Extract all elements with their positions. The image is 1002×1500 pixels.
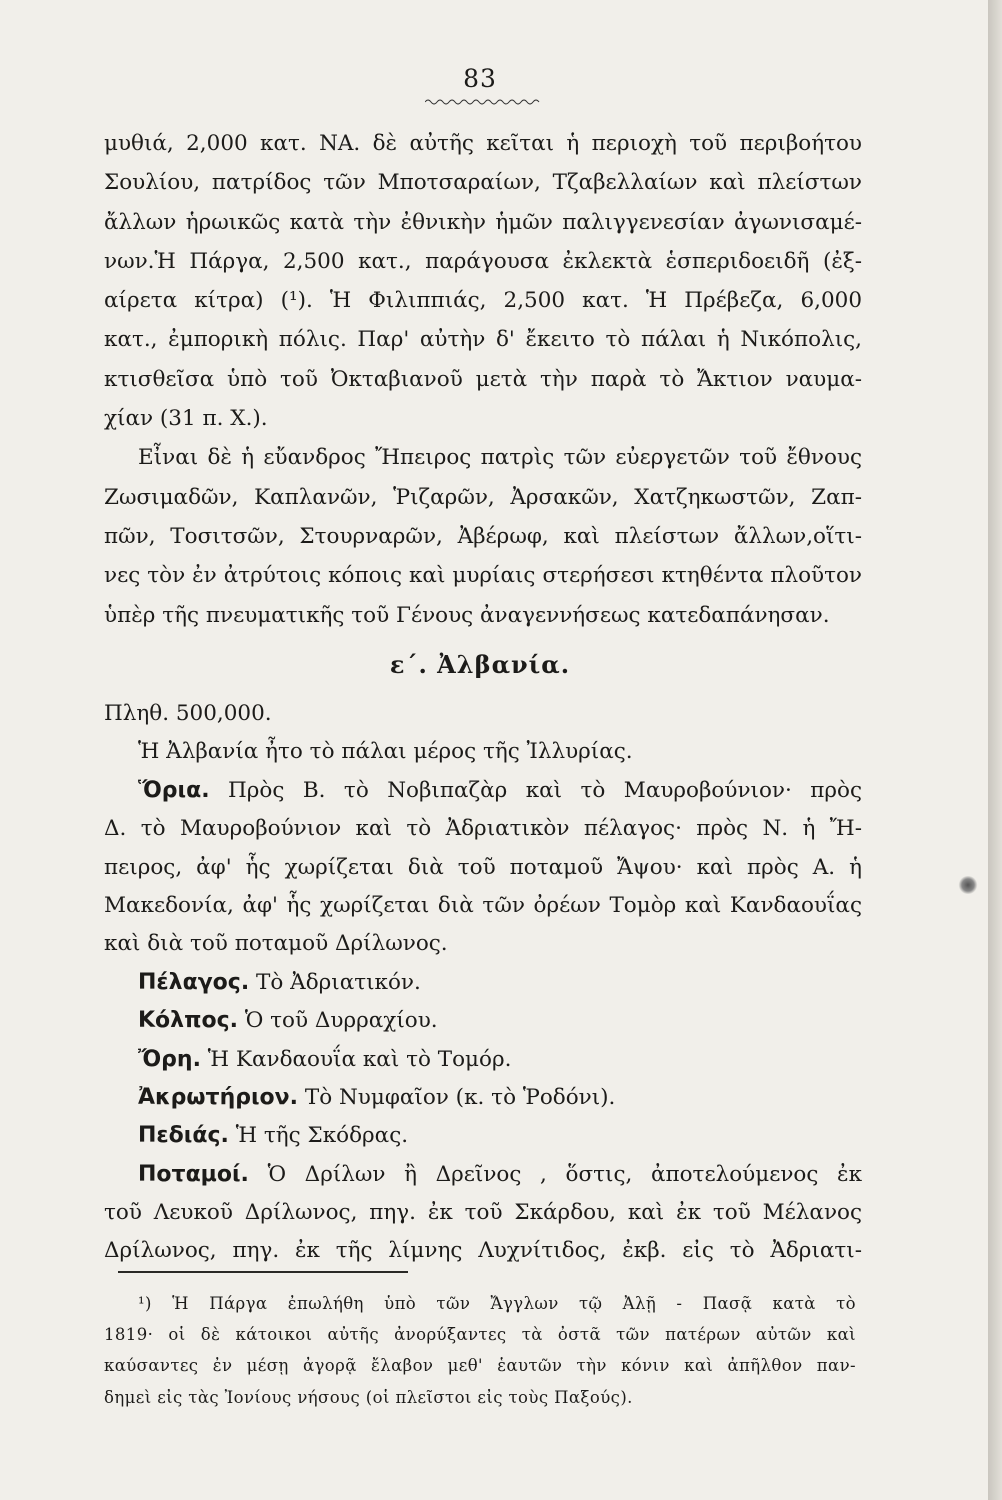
rivers-line	[104, 1156, 862, 1194]
entry-text: Ἡ τῆς Σκόδρας.	[235, 1123, 409, 1149]
entry-line	[104, 964, 862, 1002]
rivers-line: τοῦ Λευκοῦ Δρίλωνος, πηγ. ἐκ τοῦ Σκάρδου, καὶ ἐκ τοῦ Μέλανος	[104, 1200, 862, 1226]
borders-line: πειρος, ἀφ' ἧς χωρίζεται διὰ τοῦ ποταμοῦ Ἄψου· καὶ πρὸς Α. ἡ	[104, 854, 862, 880]
intro-line: Ἡ Ἀλβανία ἦτο τὸ πάλαι μέρος τῆς Ἰλλυρίας.	[138, 739, 633, 765]
entry-label: Πέλαγος.	[138, 969, 250, 995]
borders-line: καὶ διὰ τοῦ ποταμοῦ Δρίλωνος.	[104, 931, 448, 957]
main-text	[104, 124, 862, 635]
ink-stain	[958, 876, 978, 894]
entry-line	[104, 1002, 862, 1040]
footnote-line: καύσαντες ἐν μέσῃ ἀγορᾷ ἔλαβον μεθ' ἑαυτῶν τὴν κόνιν καὶ ἀπῆλθον παν-	[104, 1356, 856, 1376]
paragraph1-line: κατ., ἐμπορικὴ πόλις. Παρ' αὐτὴν δ' ἔκειτο τὸ πάλαι ἡ Νικόπολις,	[104, 327, 862, 353]
paragraph1-line: κτισθεῖσα ὑπὸ τοῦ Ὀκταβιανοῦ μετὰ τὴν παρὰ τὸ Ἄκτιον ναυμα-	[104, 366, 862, 392]
entry-line	[104, 1041, 862, 1079]
entry-text: Ὁ τοῦ Δυρραχίου.	[244, 1008, 438, 1034]
entry-line	[104, 1117, 862, 1155]
borders-label: Ὅρια.	[138, 777, 210, 803]
entry-line	[104, 1079, 862, 1117]
borders-line: Δ. τὸ Μαυροβούνιον καὶ τὸ Ἀδριατικὸν πέλαγος· πρὸς Ν. ἡ Ἤ-	[104, 816, 862, 842]
entry-label: Ὄρη.	[138, 1046, 201, 1072]
paragraph2-line: ὑπὲρ τῆς πνευματικῆς τοῦ Γένους ἀναγεννήσεως κατεδαπάνησαν.	[104, 602, 830, 628]
footnote-rule	[118, 1271, 408, 1273]
page-number: 83	[463, 64, 497, 93]
entry-text: Τὸ Νυμφαῖον (κ. τὸ Ῥοδόνι).	[304, 1084, 616, 1110]
entry-label: Κόλπος.	[138, 1008, 238, 1034]
paragraph2-line: Ζωσιμαδῶν, Καπλανῶν, Ῥιζαρῶν, Ἀρσακῶν, Χατζηκωστῶν, Ζαπ-	[104, 484, 862, 510]
paragraph2-line: νες τὸν ἐν ἀτρύτοις κόποις καὶ μυρίαις στερήσεσι κτηθέντα πλοῦτον	[104, 563, 862, 589]
borders-line: Μακεδονία, ἀφ' ἧς χωρίζεται διὰ τῶν ὀρέων Τομὸρ καὶ Κανδαουΐας	[104, 892, 862, 918]
entry-text: Τὸ Ἀδριατικόν.	[256, 969, 421, 995]
borders-text: Πρὸς Β. τὸ Νοβιπαζὰρ καὶ τὸ Μαυροβούνιον· πρὸς	[228, 777, 862, 803]
page-edge	[988, 0, 1002, 1500]
footnote-line: 1819· οἱ δὲ κάτοικοι αὐτῆς ἀνορύξαντες τὰ ὀστᾶ τῶν πατέρων αὐτῶν καὶ	[104, 1325, 856, 1345]
rivers-line: Δρίλωνος, πηγ. ἐκ τῆς λίμνης Λυχνίτιδος, ἐκβ. εἰς τὸ Ἀδριατι-	[104, 1238, 862, 1264]
entry-label: Πεδιάς.	[138, 1123, 229, 1149]
borders-line	[104, 772, 862, 810]
paragraph1-line: χίαν (31 π. Χ.).	[104, 406, 268, 432]
paragraph1-line: ἄλλων ἡρωικῶς κατὰ τὴν ἐθνικὴν ἡμῶν παλιγγενεσίαν ἀγωνισαμέ-	[104, 209, 862, 235]
rivers-label: Ποταμοί.	[138, 1161, 249, 1187]
paragraph1-line: αίρετα κίτρα) (¹). Ἡ Φιλιππιάς, 2,500 κατ. Ἡ Πρέβεζα, 6,000	[104, 288, 862, 314]
paragraph1-line: μυθιά, 2,000 κατ. ΝΑ. δὲ αὐτῆς κεῖται ἡ περιοχὴ τοῦ περιβοήτου	[104, 131, 862, 156]
paragraph1-line: νων.Ἡ Πάργα, 2,500 κατ., παράγουσα ἐκλεκτὰ ἑσπεριδοειδῆ (ἐξ-	[104, 248, 862, 274]
footnotes	[104, 1288, 856, 1413]
population-line: Πληθ. 500,000.	[104, 701, 272, 726]
paragraph2-line: πῶν, Τοσιτσῶν, Στουρναρῶν, Ἀβέρωφ, καὶ πλείστων ἄλλων,οἵτι-	[104, 523, 862, 549]
paragraph2-line: Εἶναι δὲ ἡ εὔανδρος Ἤπειρος πατρὶς τῶν εὐεργετῶν τοῦ ἔθνους	[138, 445, 862, 471]
section-heading: ε΄. Ἀλβανία.	[389, 650, 571, 679]
entry-text: Ἡ Κανδαουΐα καὶ τὸ Τομόρ.	[207, 1046, 512, 1072]
rivers-text: Ὁ Δρίλων ἢ Δρεῖνος , ὅστις, ἀποτελούμενος ἐκ	[267, 1161, 862, 1187]
entry-label: Ἀκρωτήριον.	[138, 1084, 299, 1110]
wavy-ornament	[425, 98, 540, 106]
albania-section	[104, 695, 862, 1271]
footnote-line: δημεὶ εἰς τὰς Ἰονίους νήσους (οἱ πλεῖστοι εἰς τοὺς Παξούς).	[104, 1387, 633, 1407]
paragraph1-line: Σουλίου, πατρίδος τῶν Μποτσαραίων, Τζαβελλαίων καὶ πλείστων	[104, 170, 862, 196]
footnote-line: ¹) Ἡ Πάργα ἐπωλήθη ὑπὸ τῶν Ἄγγλων τῷ Ἀλῇ - Πασᾷ κατὰ τὸ	[138, 1294, 856, 1313]
